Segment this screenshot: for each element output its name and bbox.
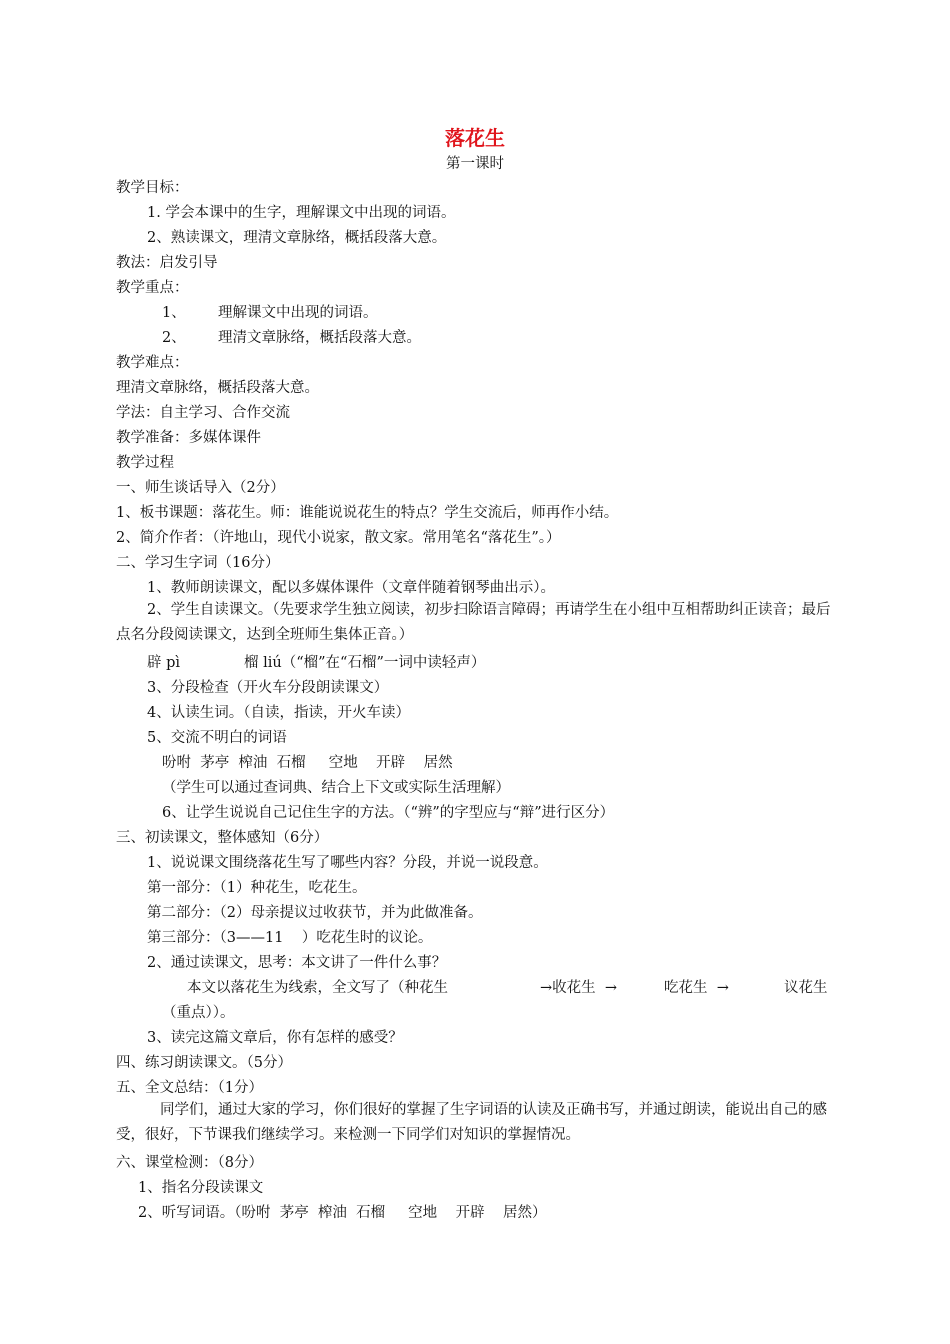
section-6-item-2: 2、听写词语。（吩咐 茅亭 榨油 石榴 空地 开辟 居然） xyxy=(138,1205,547,1221)
key-point-number-2: 2、 xyxy=(162,330,186,346)
vocabulary-list: 吩咐 茅亭 榨油 石榴 空地 开辟 居然 xyxy=(162,755,453,771)
heading-teaching-process: 教学过程 xyxy=(116,455,174,471)
difficulty-text: 理清文章脉络，概括段落大意。 xyxy=(116,380,319,396)
key-point-number-1: 1、 xyxy=(162,305,186,321)
section-6-item-1: 1、指名分段读课文 xyxy=(138,1180,264,1196)
goal-item-2: 2、熟读课文，理清文章脉络，概括段落大意。 xyxy=(147,230,447,246)
document-subtitle: 第一课时 xyxy=(446,156,504,172)
section-2-item-5: 5、交流不明白的词语 xyxy=(147,730,287,746)
section-1-heading: 一、师生谈话导入（2分） xyxy=(116,480,285,496)
section-6-heading: 六、课堂检测：（8分） xyxy=(116,1155,263,1171)
summary-clue-start: 本文以落花生为线索，全文写了（种花生 xyxy=(187,980,448,996)
part-three: 第三部分：（3——11 ）吃花生时的议论。 xyxy=(147,930,433,946)
vocabulary-note: （学生可以通过查词典、结合上下文或实际生活理解） xyxy=(162,780,510,796)
document-title: 落花生 xyxy=(445,126,505,150)
section-3-item-3: 3、读完这篇文章后，你有怎样的感受？ xyxy=(147,1030,403,1046)
pinyin-pi: 辟 pì xyxy=(147,655,181,671)
section-4-heading: 四、练习朗读课文。（5分） xyxy=(116,1055,292,1071)
section-2-item-6: 6、让学生说说自己记住生字的方法。（“辨”的字型应与“辩”进行区分） xyxy=(162,805,615,821)
teaching-preparation: 教学准备：多媒体课件 xyxy=(116,430,261,446)
summary-clue-end: （重点））。 xyxy=(162,1005,235,1021)
section-2-item-4: 4、认读生词。（自读，指读，开火车读） xyxy=(147,705,410,721)
section-2-item-2: 2、学生自读课文。（先要求学生独立阅读，初步扫除语言障碍；再请学生在小组中互相帮助纠正读音；最后点名分段阅读课文，达到全班师生集体正音。） xyxy=(116,602,831,643)
part-one: 第一部分：（1）种花生，吃花生。 xyxy=(147,880,367,896)
section-5-heading: 五、全文总结：（1分） xyxy=(116,1080,263,1096)
summary-clue-eat: 吃花生 → xyxy=(664,980,729,996)
goal-item-1: 1. 学会本课中的生字，理解课文中出现的词语。 xyxy=(147,205,456,221)
section-3-item-2: 2、通过读课文，思考：本文讲了一件什么事？ xyxy=(147,955,447,971)
section-2-item-3: 3、分段检查（开火车分段朗读课文） xyxy=(147,680,389,696)
teaching-method: 教法：启发引导 xyxy=(116,255,218,271)
heading-teaching-goals: 教学目标： xyxy=(116,180,189,196)
section-3-heading: 三、初读课文，整体感知（6分） xyxy=(116,830,329,846)
key-point-text-1: 理解课文中出现的词语。 xyxy=(218,305,378,321)
section-2-heading: 二、学习生字词（16分） xyxy=(116,555,280,571)
part-two: 第二部分：（2）母亲提议过收获节，并为此做准备。 xyxy=(147,905,483,921)
learning-method: 学法：自主学习、合作交流 xyxy=(116,405,290,421)
section-2-item-1: 1、教师朗读课文，配以多媒体课件（文章伴随着钢琴曲出示）。 xyxy=(147,580,555,596)
key-point-text-2: 理清文章脉络，概括段落大意。 xyxy=(218,330,421,346)
summary-paragraph: 同学们，通过大家的学习，你们很好的掌握了生字词语的认读及正确书写，并通过朗读，能说出自己的感受，很好，下节课我们继续学习。来检测一下同学们对知识的掌握情况。 xyxy=(116,1102,827,1143)
summary-clue-discuss: 议花生 xyxy=(784,980,828,996)
section-1-item-1: 1、板书课题：落花生。师：谁能说说花生的特点？学生交流后，师再作小结。 xyxy=(116,505,619,521)
section-3-item-1: 1、说说课文围绕落花生写了哪些内容？分段，并说一说段意。 xyxy=(147,855,548,871)
summary-clue-harvest: →收花生 → xyxy=(540,980,618,996)
heading-key-points: 教学重点： xyxy=(116,280,189,296)
pinyin-liu: 榴 liú（“榴”在“石榴”一词中读轻声） xyxy=(244,655,486,671)
section-1-item-2: 2、简介作者：（许地山，现代小说家，散文家。常用笔名“落花生”。） xyxy=(116,530,561,546)
heading-difficulties: 教学难点： xyxy=(116,355,189,371)
